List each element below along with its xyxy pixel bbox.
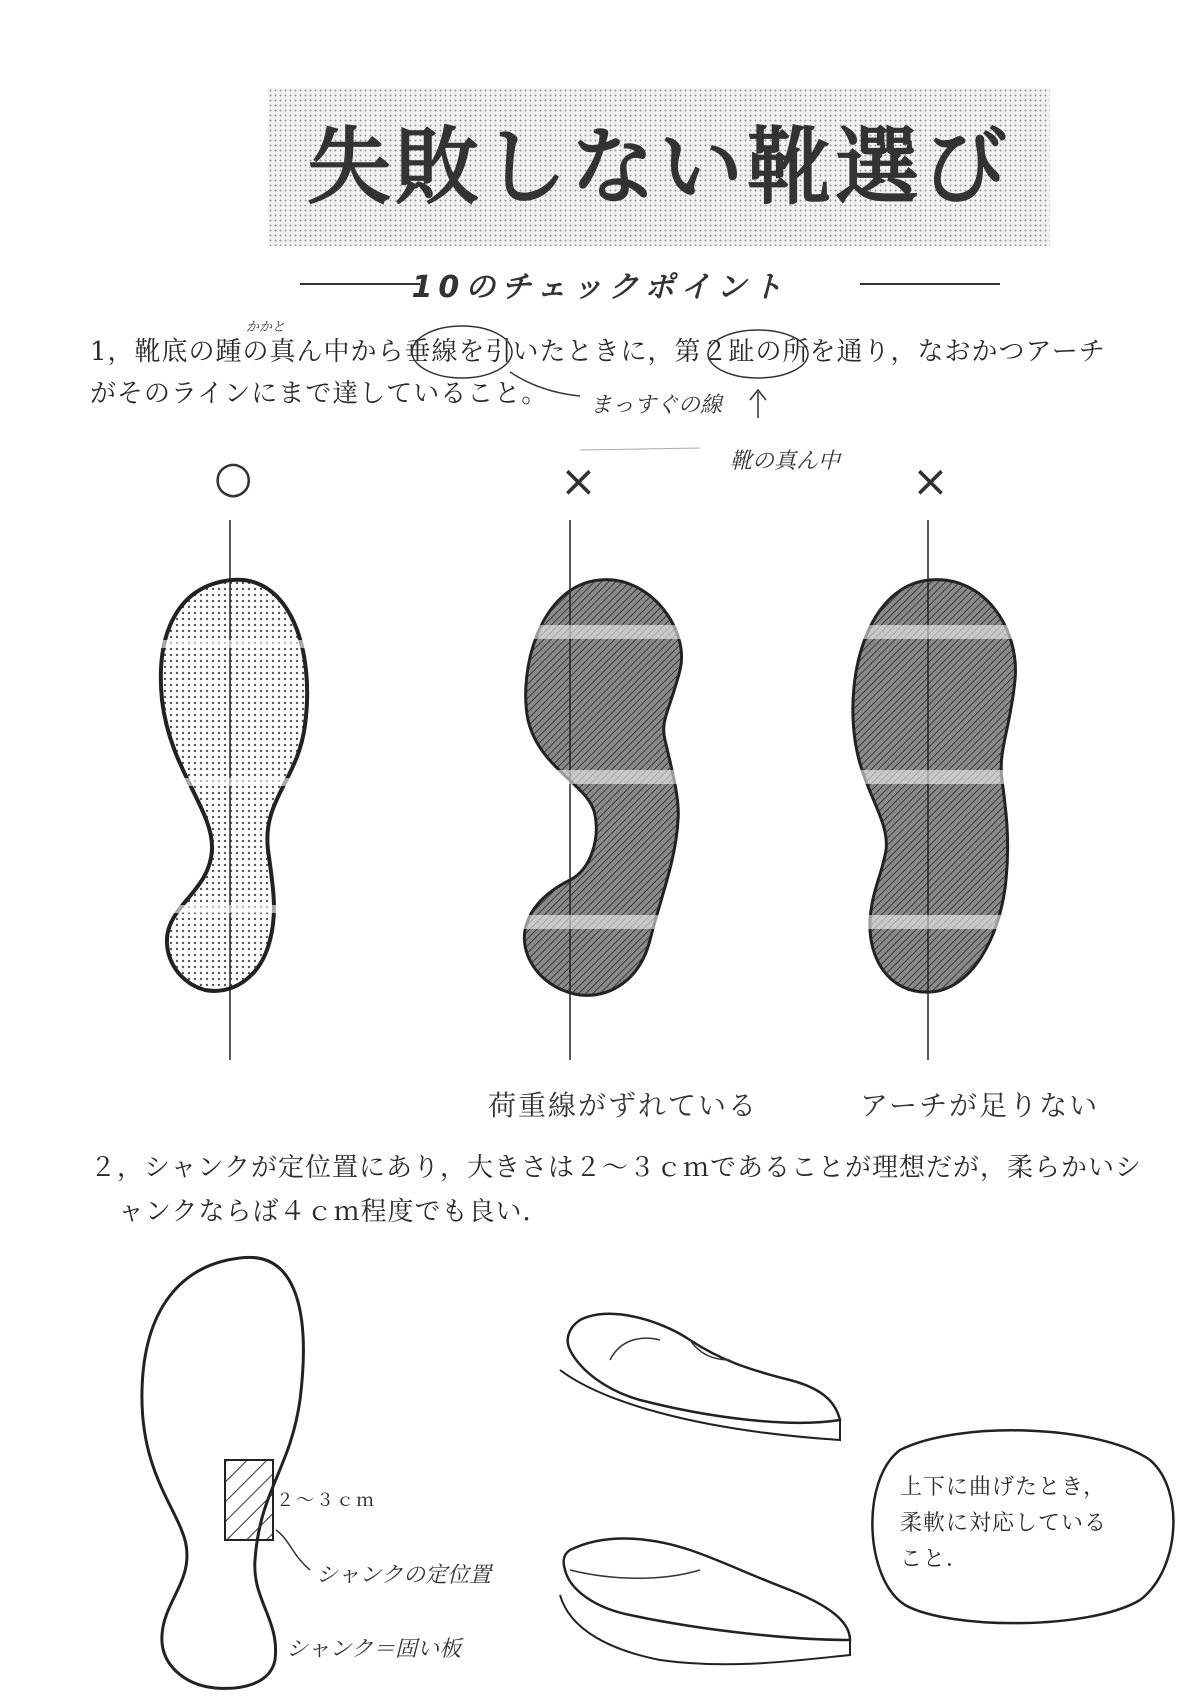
caption-load-line-shifted: 荷重線がずれている [488,1089,759,1122]
label-shank-position: シャンクの定位置 [316,1563,492,1588]
shank-sole-illustration [130,1240,390,1690]
mark-bad-2: × [912,456,949,507]
point1-line2: がそのラインにまで達していること。 [90,379,549,409]
subtitle: 10のチェックポイント [411,270,789,305]
bubble-line-1: 上下に曲げたとき， [900,1475,1107,1500]
page-title: 失敗しない靴選び [306,118,1011,216]
point2-line1: ２，シャンクが定位置にあり，大きさは２～３ｃｍであることが理想だが，柔らかいシ [90,1153,1142,1183]
mark-bad-1: × [560,456,597,507]
ruby-kakato: かかと [246,320,286,335]
point1-annotations [0,0,1200,500]
bubble-line-3: こと． [900,1547,970,1572]
point1-line1: 1，靴底の踵の真ん中から垂線を引いたときに，第２趾の所を通り，なおかつアーチ [90,337,1106,367]
sole-good-illustration [150,520,320,1060]
label-shank-plate: シャンク＝固い板 [286,1637,462,1662]
shoe-bent-down-illustration [550,1520,870,1680]
mark-good: ○ [214,452,253,503]
note-shoe-center: 靴の真ん中 [730,449,841,474]
sole-insufficient-arch-illustration [830,520,1030,1060]
label-shank-size: ２～３ｃｍ [276,1490,376,1511]
note-straight-line: まっすぐの線 [590,393,723,418]
sole-load-line-shifted-illustration [500,520,700,1060]
bubble-line-2: 柔軟に対応している [900,1511,1108,1536]
bubble-text [900,1470,1107,1578]
shoe-bent-up-illustration [550,1300,860,1450]
caption-insufficient-arch: アーチが足りない [860,1089,1100,1122]
point2-line2: ャンクならば４ｃｍ程度でも良い． [118,1197,550,1227]
